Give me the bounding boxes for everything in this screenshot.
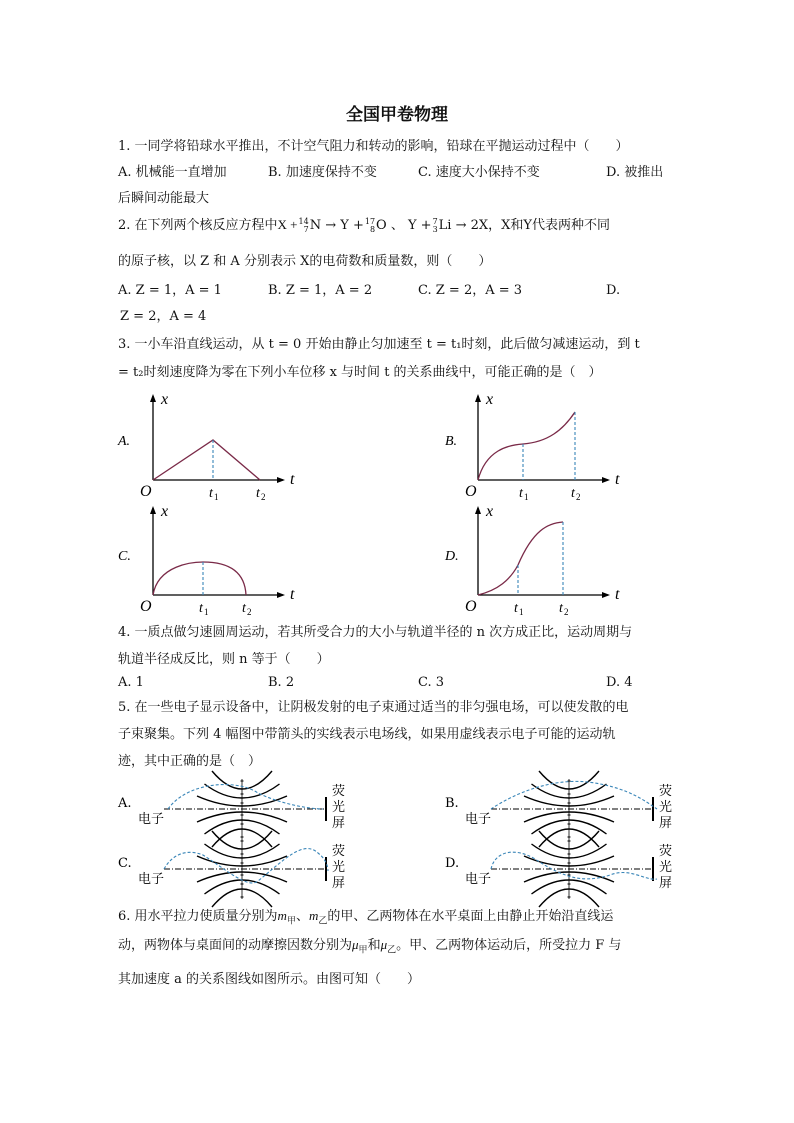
- axis-label-x: x: [486, 503, 494, 520]
- xt-curve: [478, 522, 563, 595]
- q2-option-d-cont: Z = 2，A = 4: [120, 309, 207, 324]
- tick-label-t2: t: [571, 486, 575, 501]
- axis-label-x: x: [486, 391, 494, 408]
- tick-label-t2: t: [256, 486, 260, 501]
- screen-label: 荧: [659, 844, 673, 859]
- q2-option-d: D.: [606, 283, 621, 298]
- tick-subscript: 2: [564, 607, 569, 617]
- q3-line1: 3. 一小车沿直线运动，从 t = 0 开始由静止匀加速至 t = t₁时刻，此后做匀减速运动，到 t: [118, 337, 640, 352]
- subscript-yi: 乙: [387, 945, 397, 956]
- axis-label-t: t: [290, 586, 295, 603]
- diagram-label: C.: [118, 856, 132, 871]
- q6-line1: [118, 907, 613, 931]
- graph-label: C.: [118, 549, 131, 564]
- screen-label: 光: [659, 800, 673, 815]
- diagram-label: D.: [445, 856, 460, 871]
- q2-eq2: Li → 2X: [438, 218, 489, 233]
- xt-curve: [478, 412, 575, 480]
- field-diagram-c: [118, 840, 348, 900]
- mass-symbol: m: [277, 908, 287, 923]
- xt-graph-c: [118, 500, 318, 615]
- tick-subscript: 2: [247, 607, 252, 617]
- xt-graph-a: [118, 388, 318, 503]
- q1-option-a: A. 机械能一直增加: [118, 165, 227, 180]
- q2-eq1c: O 、 Y +: [376, 218, 432, 233]
- q6-text: 和: [367, 938, 381, 953]
- q5-line3: 迹，其中正确的是（ ）: [118, 754, 262, 769]
- xt-graph-b: [445, 388, 645, 503]
- screen-label: 光: [332, 860, 346, 875]
- arrow-icon: [150, 506, 156, 514]
- screen-label: 屏: [659, 816, 673, 831]
- mass-number: 14: [298, 216, 309, 226]
- tick-label-t1: t: [199, 601, 203, 616]
- tick-subscript: 1: [204, 607, 209, 617]
- q1-stem: 1. 一同学将铅球水平推出，不计空气阻力和转动的影响，铅球在平抛运动过程中（ ）: [118, 139, 629, 154]
- subscript-jia: 甲: [286, 916, 296, 927]
- xt-curve: [153, 562, 246, 595]
- screen-label: 荧: [332, 844, 346, 859]
- screen-label: 屏: [332, 876, 346, 891]
- q4-option-a: A. 1: [118, 675, 144, 690]
- q2-eq1a: X +: [277, 217, 298, 232]
- tick-label-t1: t: [519, 486, 523, 501]
- q2-prefix: 2. 在下列两个核反应方程中: [118, 218, 278, 233]
- screen-label: 荧: [659, 784, 673, 799]
- field-diagram-b: [445, 778, 675, 838]
- graph-label: D.: [445, 549, 459, 564]
- q6-line3: 其加速度 a 的关系图线如图所示。由图可知（ ）: [118, 972, 421, 987]
- q6-line2: [118, 936, 621, 960]
- q2-option-b: B. Z = 1，A = 2: [268, 283, 373, 298]
- q1-option-b: B. 加速度保持不变: [268, 165, 377, 180]
- origin-label: O: [140, 483, 152, 500]
- diagram-label: B.: [445, 796, 459, 811]
- electron-label: 电子: [465, 872, 492, 887]
- tick-subscript: 2: [261, 492, 266, 502]
- subscript-jia: 甲: [358, 945, 368, 956]
- mass-symbol: m: [308, 908, 319, 923]
- q6-text: 。甲、乙两物体运动后，所受拉力 F 与: [396, 938, 622, 953]
- tick-subscript: 1: [214, 492, 219, 502]
- electron-label: 电子: [465, 812, 492, 827]
- mu-symbol: μ: [352, 937, 359, 952]
- q5-line2: 子束聚集。下列 4 幅图中带箭头的实线表示电场线，如果用虚线表示电子可能的运动轨: [118, 727, 616, 742]
- axis-label-x: x: [161, 503, 169, 520]
- nuclide-n: [299, 218, 309, 234]
- q4-option-c: C. 3: [418, 675, 445, 690]
- atomic-number: 8: [369, 224, 376, 234]
- axis-label-t: t: [290, 471, 295, 488]
- tick-label-t2: t: [559, 601, 563, 616]
- tick-label-t1: t: [209, 486, 213, 501]
- q6-text: 6. 用水平拉力使质量分别为: [118, 909, 278, 924]
- separator: 、: [295, 909, 309, 924]
- graph-label: B.: [445, 434, 458, 449]
- field-diagram-d: [445, 840, 675, 900]
- subscript-yi: 乙: [318, 916, 328, 927]
- axis-label-t: t: [615, 471, 620, 488]
- q2-option-a: A. Z = 1，A = 1: [118, 283, 222, 298]
- q1-option-c: C. 速度大小保持不变: [418, 165, 540, 180]
- screen-label: 荧: [332, 784, 346, 799]
- screen-label: 屏: [332, 816, 346, 831]
- q6-text: 的甲、乙两物体在水平桌面上由静止开始沿直线运: [327, 909, 614, 924]
- xt-curve: [153, 440, 260, 480]
- arrow-icon: [277, 592, 285, 598]
- tick-label-t1: t: [514, 601, 518, 616]
- atomic-number: 3: [432, 224, 438, 234]
- axis-label-t: t: [615, 586, 620, 603]
- mass-number: 7: [432, 216, 438, 226]
- tick-subscript: 1: [524, 492, 529, 502]
- tick-subscript: 1: [519, 607, 524, 617]
- arrow-icon: [602, 592, 610, 598]
- q1-option-d-cont: 后瞬间动能最大: [118, 191, 210, 206]
- arrow-icon: [602, 477, 610, 483]
- q4-option-b: B. 2: [268, 675, 295, 690]
- axis-label-x: x: [161, 391, 169, 408]
- q2-eq1b: N → Y +: [309, 218, 364, 233]
- field-diagram-a: [118, 778, 348, 838]
- electron-label: 电子: [138, 812, 165, 827]
- atomic-number: 7: [303, 224, 309, 234]
- tick-label-t2: t: [242, 601, 246, 616]
- arrow-icon: [475, 394, 481, 402]
- q4-line2: 轨道半径成反比，则 n 等于（ ）: [118, 652, 330, 667]
- q4-option-d: D. 4: [606, 675, 633, 690]
- nuclide-o: [365, 218, 375, 234]
- origin-label: O: [465, 598, 477, 615]
- electron-label: 电子: [138, 872, 165, 887]
- arrow-icon: [475, 506, 481, 514]
- q3-line2: = t₂时刻速度降为零在下列小车位移 x 与时间 t 的关系曲线中，可能正确的是（ ）: [118, 365, 602, 380]
- origin-label: O: [465, 483, 477, 500]
- q2-option-c: C. Z = 2，A = 3: [418, 283, 523, 298]
- diagram-label: A.: [118, 796, 132, 811]
- screen-label: 光: [659, 860, 673, 875]
- screen-label: 光: [332, 800, 346, 815]
- q4-line1: 4. 一质点做匀速圆周运动，若其所受合力的大小与轨道半径的 n 次方成正比，运动周期与: [118, 625, 633, 640]
- q2-suffix: ，X和Y代表两种不同: [488, 218, 610, 233]
- q2-line1: [118, 216, 610, 235]
- nuclide-li: [433, 218, 438, 234]
- q1-option-d: D. 被推出: [606, 165, 664, 180]
- q6-text: 动，两物体与桌面间的动摩擦因数分别为: [118, 938, 353, 953]
- mass-number: 17: [364, 216, 376, 226]
- xt-graph-d: [445, 500, 645, 615]
- q2-line2: 的原子核，以 Z 和 A 分别表示 X的电荷数和质量数，则（ ）: [118, 254, 492, 269]
- electron-trajectory: [491, 781, 657, 809]
- mu-symbol: μ: [380, 937, 388, 952]
- arrow-icon: [150, 394, 156, 402]
- q5-line1: 5. 在一些电子显示设备中，让阴极发射的电子束通过适当的非匀强电场，可以使发散的电: [118, 700, 629, 715]
- origin-label: O: [140, 598, 152, 615]
- tick-subscript: 2: [576, 492, 581, 502]
- arrow-icon: [277, 477, 285, 483]
- graph-label: A.: [118, 434, 131, 449]
- screen-label: 屏: [659, 876, 673, 891]
- page-title: 全国甲卷物理: [346, 105, 448, 125]
